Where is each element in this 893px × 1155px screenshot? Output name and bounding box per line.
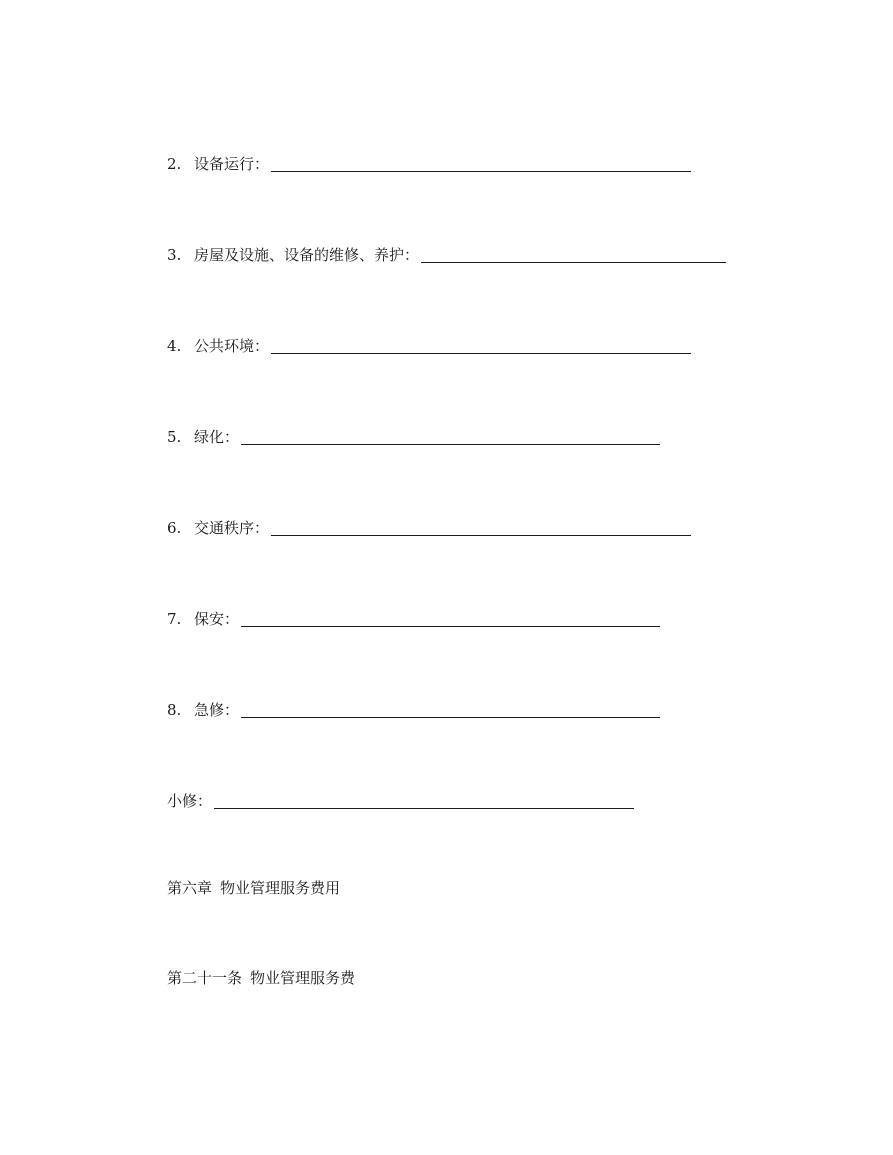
item-number: 5.	[167, 428, 182, 446]
form-item-minor-repair	[167, 787, 634, 811]
item-label: 绿化：	[194, 428, 240, 446]
fill-in-blank[interactable]	[241, 699, 660, 718]
form-item-security	[167, 605, 660, 629]
form-item-emergency-repair	[167, 696, 660, 720]
article-heading	[167, 968, 355, 988]
item-label: 公共环境：	[194, 337, 270, 355]
form-item-maintenance	[167, 241, 726, 265]
fill-in-blank[interactable]	[271, 517, 691, 536]
fill-in-blank[interactable]	[214, 790, 634, 809]
item-label: 设备运行：	[194, 155, 270, 173]
form-item-equipment-operation	[167, 150, 691, 174]
fill-in-blank[interactable]	[241, 608, 660, 627]
chapter-title: 物业管理服务费用	[220, 879, 341, 897]
item-label: 急修：	[194, 701, 240, 719]
article-title: 物业管理服务费	[250, 969, 356, 987]
chapter-heading	[167, 878, 340, 898]
item-number: 7.	[167, 610, 182, 628]
item-number: 4.	[167, 337, 182, 355]
form-item-traffic-order	[167, 514, 691, 538]
form-item-public-environment	[167, 332, 691, 356]
form-item-greening	[167, 423, 660, 447]
fill-in-blank[interactable]	[241, 426, 660, 445]
chapter-number: 第六章	[167, 879, 213, 897]
item-number: 8.	[167, 701, 182, 719]
item-label: 保安：	[194, 610, 240, 628]
item-label: 小修：	[167, 792, 213, 810]
item-label: 房屋及设施、设备的维修、养护：	[194, 246, 420, 264]
fill-in-blank[interactable]	[421, 244, 726, 263]
fill-in-blank[interactable]	[271, 153, 691, 172]
item-number: 6.	[167, 519, 182, 537]
article-number: 第二十一条	[167, 969, 243, 987]
fill-in-blank[interactable]	[271, 335, 691, 354]
item-label: 交通秩序：	[194, 519, 270, 537]
item-number: 3.	[167, 246, 182, 264]
item-number: 2.	[167, 155, 182, 173]
